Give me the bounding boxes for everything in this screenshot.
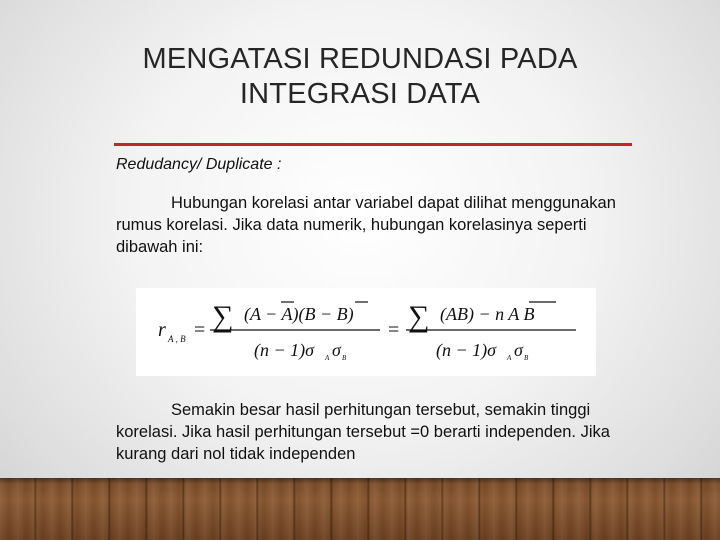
formula-lhs-subscript: A , B: [168, 334, 186, 344]
title-line-2: INTEGRASI DATA: [239, 78, 481, 110]
formula-denominator-2: (n − 1)σ: [436, 340, 497, 360]
formula-sum-1: ∑: [212, 300, 234, 333]
slide-title: [60, 42, 660, 112]
formula-sigma-a-sub-2: A: [507, 354, 512, 362]
title-line-1: MENGATASI REDUNDASI PADA: [142, 43, 578, 75]
formula-sigma-b-sub-1: B: [342, 354, 347, 362]
formula-numerator-1: (A − A)(B − B): [244, 304, 354, 324]
svg-text:σ: σ: [514, 340, 523, 360]
formula-lhs: r: [158, 319, 166, 341]
formula-equals-1: =: [194, 319, 206, 341]
correlation-formula: [136, 288, 596, 376]
formula-sigma-a-sub-1: A: [325, 354, 330, 362]
formula-image: [136, 288, 596, 376]
svg-text:σ: σ: [332, 340, 341, 360]
formula-denominator-1: (n − 1)σ: [254, 340, 315, 360]
paragraph-conclusion: Semakin besar hasil perhitungan tersebut, semakin tinggi korelasi. Jika hasil perhitungan tersebut =0 berarti independen. Jika kurang dari nol tidak independen: [116, 401, 610, 463]
formula-sigma-b-sub-2: B: [524, 354, 529, 362]
formula-sum-2: ∑: [408, 300, 430, 333]
paragraph-intro: Hubungan korelasi antar variabel dapat dilihat menggunakan rumus korelasi. Jika data numerik, hubungan korelasinya seperti dibawah ini:: [116, 194, 616, 256]
formula-equals-2: =: [388, 319, 400, 341]
formula-numerator-2: (AB) − n A B: [440, 304, 535, 324]
wooden-floor-decoration: [0, 478, 720, 540]
title-divider: [114, 143, 632, 146]
section-subtitle: Redudancy/ Duplicate :: [116, 156, 282, 173]
